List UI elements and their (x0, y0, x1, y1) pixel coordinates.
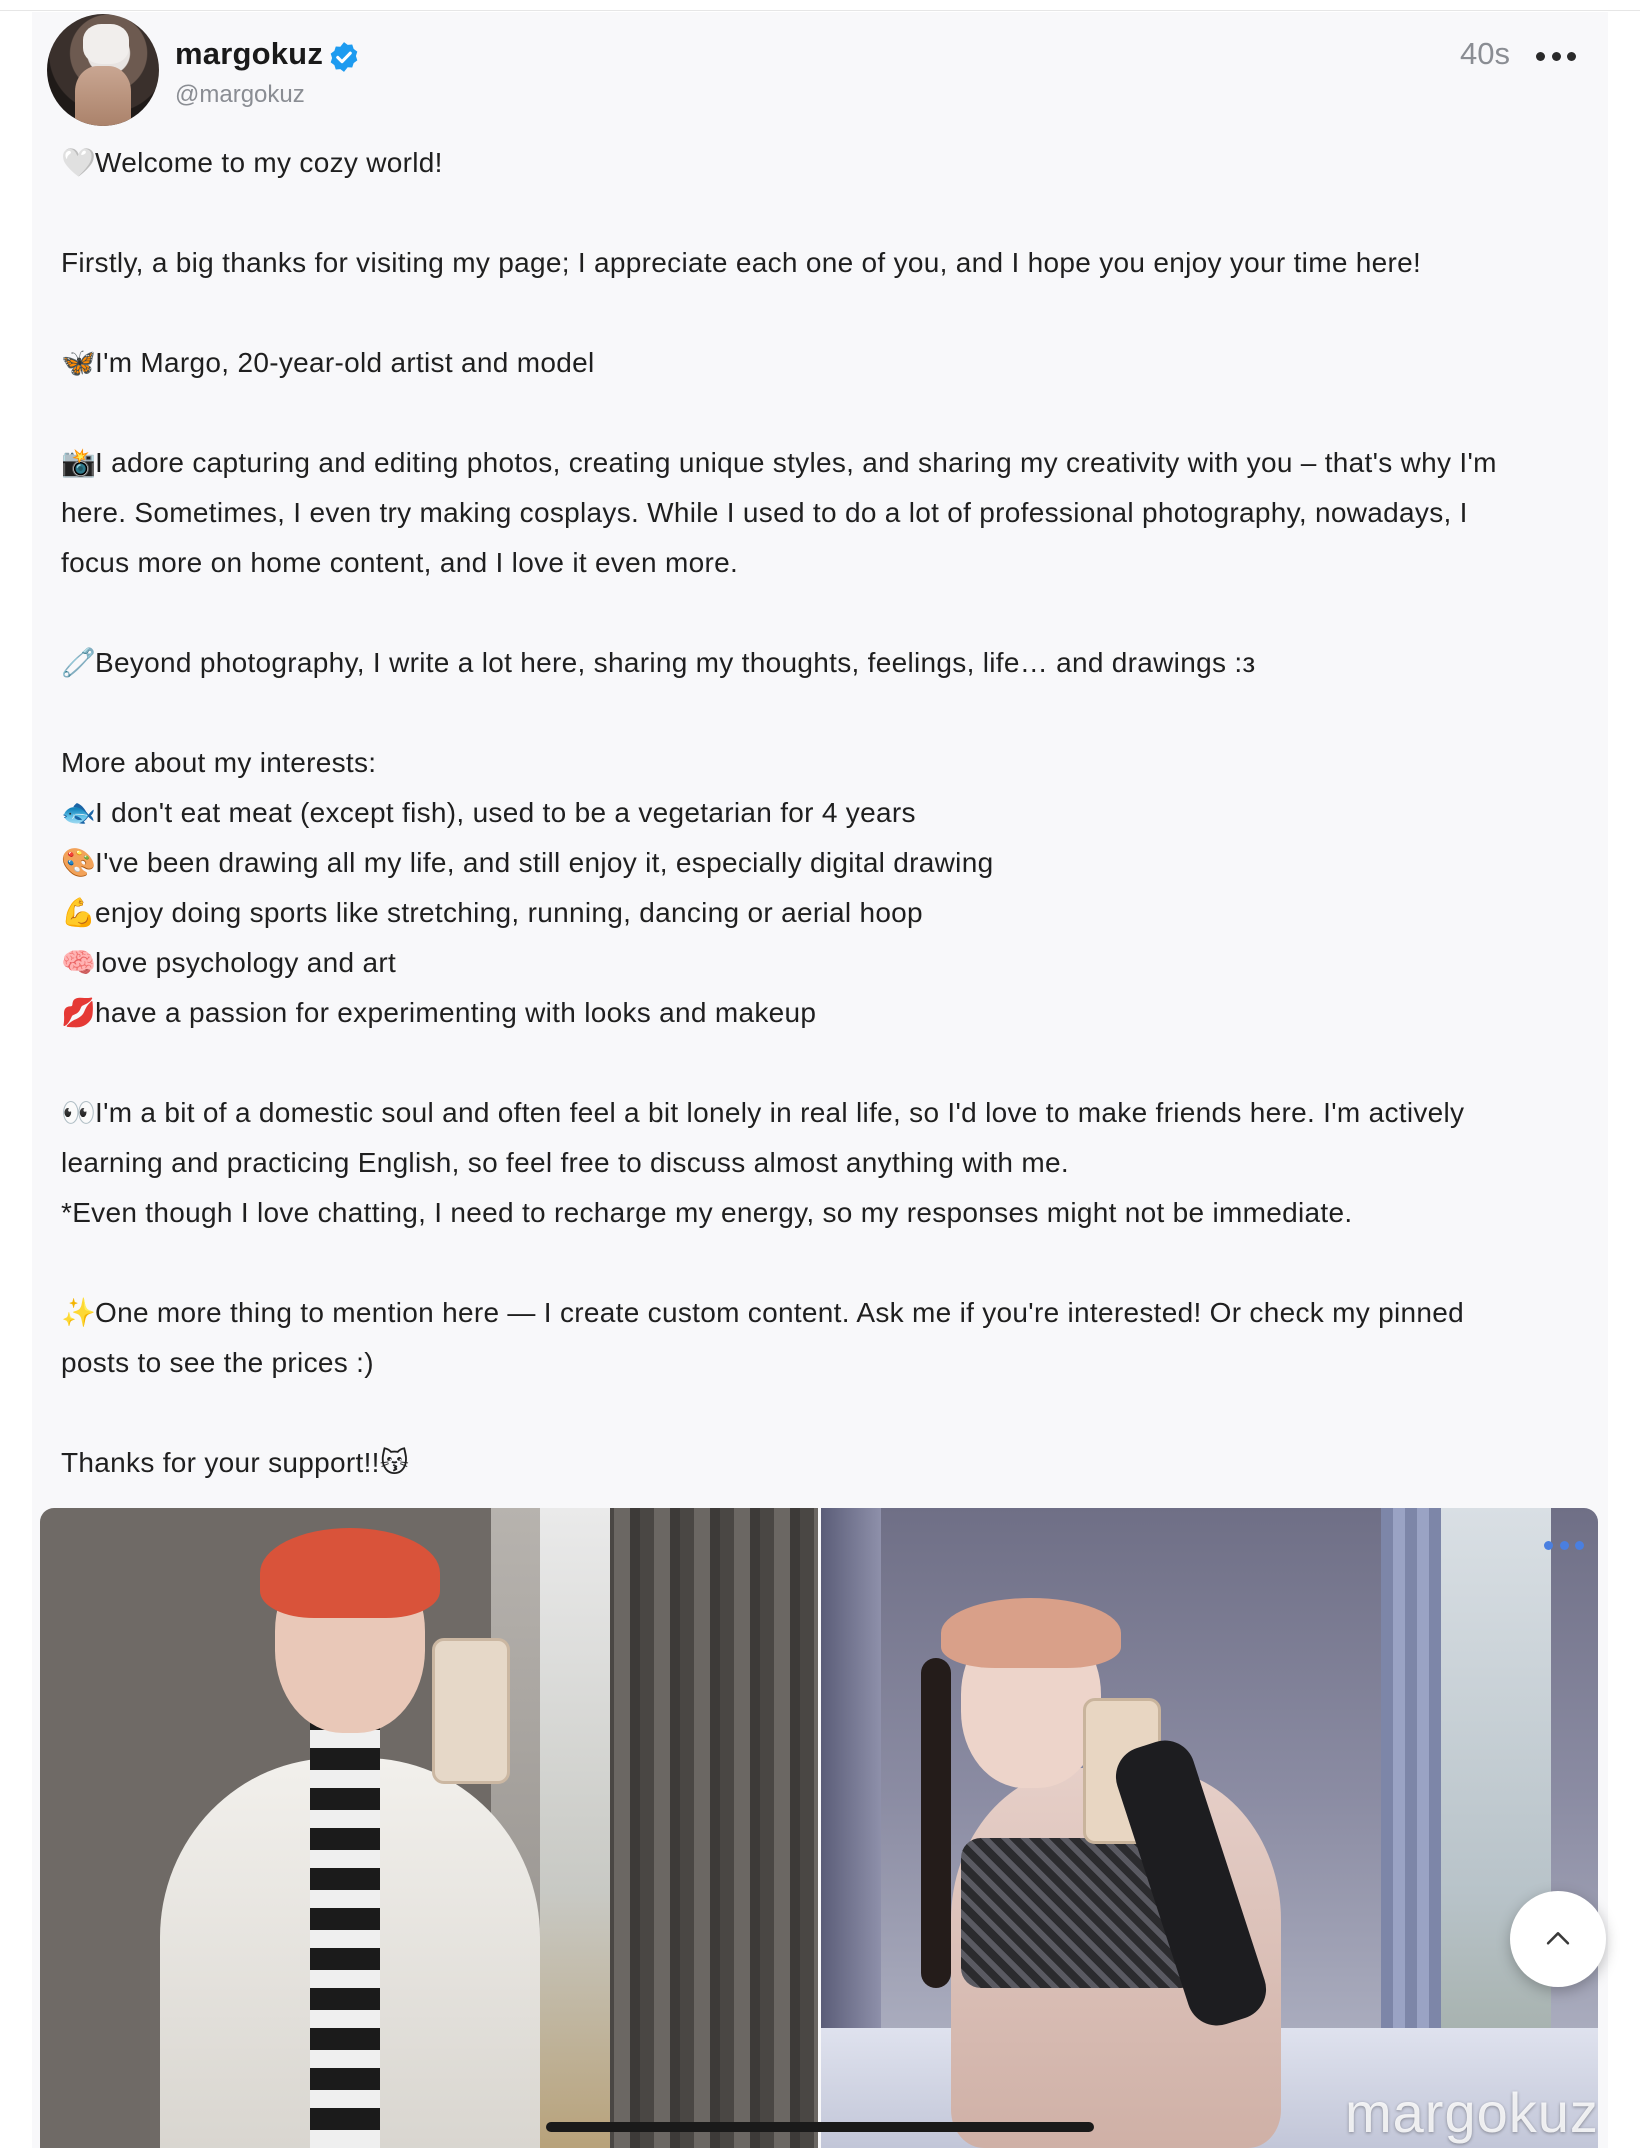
post-text-line (61, 1138, 1591, 1188)
post-text-content: have a passion for experimenting with looks and makeup (95, 997, 817, 1028)
post-text-line (61, 788, 1591, 838)
post-text-content: learning and practicing English, so feel free to discuss almost anything with me. (61, 1147, 1069, 1178)
more-options-icon[interactable] (1536, 43, 1576, 69)
post-text-line (61, 938, 1591, 988)
post-text-content: I don't eat meat (except fish), used to be a vegetarian for 4 years (95, 797, 916, 828)
post-text-line (61, 1288, 1591, 1338)
window-shape (540, 1508, 610, 2148)
post-text-content: love psychology and art (95, 947, 397, 978)
media-photo-2[interactable] (821, 1508, 1598, 2148)
braid-shape (921, 1658, 951, 1988)
post-text-line (61, 1338, 1591, 1388)
emoji-icon: 👀 (61, 1096, 97, 1129)
post-text-content: I've been drawing all my life, and still enjoy it, especially digital drawing (95, 847, 994, 878)
post-text-content: I'm Margo, 20-year-old artist and model (95, 347, 595, 378)
post-text-line (61, 638, 1591, 688)
hair-shape (260, 1528, 440, 1618)
avatar-cloth (83, 24, 129, 64)
blank-line (61, 188, 1591, 238)
blank-line (61, 1238, 1591, 1288)
post-timestamp: 40s (1460, 36, 1510, 71)
post-text-content: posts to see the prices :) (61, 1347, 374, 1378)
post-text-content: Thanks for your support!!😽 (61, 1447, 410, 1478)
curtain-shape (600, 1508, 818, 2148)
media-watermark: margokuz (1345, 2081, 1599, 2144)
blank-line (61, 1388, 1591, 1438)
post-text-line (61, 888, 1591, 938)
author-handle[interactable]: @margokuz (175, 81, 305, 108)
emoji-icon: 🤍 (61, 146, 97, 179)
media-pager-dots[interactable] (1544, 1538, 1584, 1552)
phone-shape (432, 1638, 510, 1784)
post-text-line (61, 488, 1591, 538)
emoji-icon: 🐟 (61, 796, 97, 829)
post-text-content: I'm a bit of a domestic soul and often feel a bit lonely in real life, so I'd love to make friends here. I'm actively (95, 1097, 1465, 1128)
post-text-line (61, 1088, 1591, 1138)
emoji-icon: 📸 (61, 446, 97, 479)
scarf-shape (310, 1708, 380, 2148)
blank-line (61, 288, 1591, 338)
post-text (61, 138, 1591, 1488)
post-text-content: I adore capturing and editing photos, creating unique styles, and sharing my creativity with you – that's why I'm (95, 447, 1497, 478)
emoji-icon: 🎨 (61, 846, 97, 879)
emoji-icon: 🧠 (61, 946, 97, 979)
post-text-line (61, 738, 1591, 788)
post-text-line (61, 838, 1591, 888)
scroll-to-top-button[interactable] (1510, 1891, 1606, 1987)
blank-line (61, 688, 1591, 738)
hair-shape (941, 1598, 1121, 1668)
post-text-line (61, 238, 1591, 288)
post-text-line (61, 1188, 1591, 1238)
emoji-icon: 💋 (61, 996, 97, 1029)
post-text-content: Firstly, a big thanks for visiting my page; I appreciate each one of you, and I hope you enjoy your time here! (61, 247, 1422, 278)
home-indicator (546, 2122, 1094, 2132)
post-text-content: One more thing to mention here — I create custom content. Ask me if you're interested! Or check my pinned (95, 1297, 1465, 1328)
media-grid (40, 1508, 1598, 2148)
blank-line (61, 388, 1591, 438)
avatar[interactable] (47, 14, 159, 126)
post-text-content: Beyond photography, I write a lot here, sharing my thoughts, feelings, life… and drawings :з (95, 647, 1256, 678)
post-text-line (61, 988, 1591, 1038)
post-text-content: focus more on home content, and I love it even more. (61, 547, 739, 578)
post-text-content: *Even though I love chatting, I need to recharge my energy, so my responses might not be immediate. (61, 1197, 1353, 1228)
post-text-content: enjoy doing sports like stretching, running, dancing or aerial hoop (95, 897, 923, 928)
post-text-line (61, 338, 1591, 388)
post-text-line (61, 438, 1591, 488)
avatar-torso (75, 66, 131, 126)
post-text-line (61, 138, 1591, 188)
top-divider (0, 0, 1640, 11)
verified-badge-icon (327, 40, 361, 74)
emoji-icon: 🦋 (61, 346, 97, 379)
emoji-icon: ✨ (61, 1296, 97, 1329)
blank-line (61, 588, 1591, 638)
chevron-up-icon (1541, 1922, 1575, 1956)
author-display-name[interactable]: margokuz (175, 36, 324, 71)
media-photo-1[interactable] (40, 1508, 818, 2148)
post-text-line (61, 538, 1591, 588)
post-text-line (61, 1438, 1591, 1488)
emoji-icon: 💪 (61, 896, 97, 929)
blank-line (61, 1038, 1591, 1088)
post-text-content: here. Sometimes, I even try making cosplays. While I used to do a lot of professional photography, nowadays, I (61, 497, 1468, 528)
post-text-content: Welcome to my cozy world! (95, 147, 443, 178)
emoji-icon: 🧷 (61, 646, 97, 679)
post-text-content: More about my interests: (61, 747, 377, 778)
